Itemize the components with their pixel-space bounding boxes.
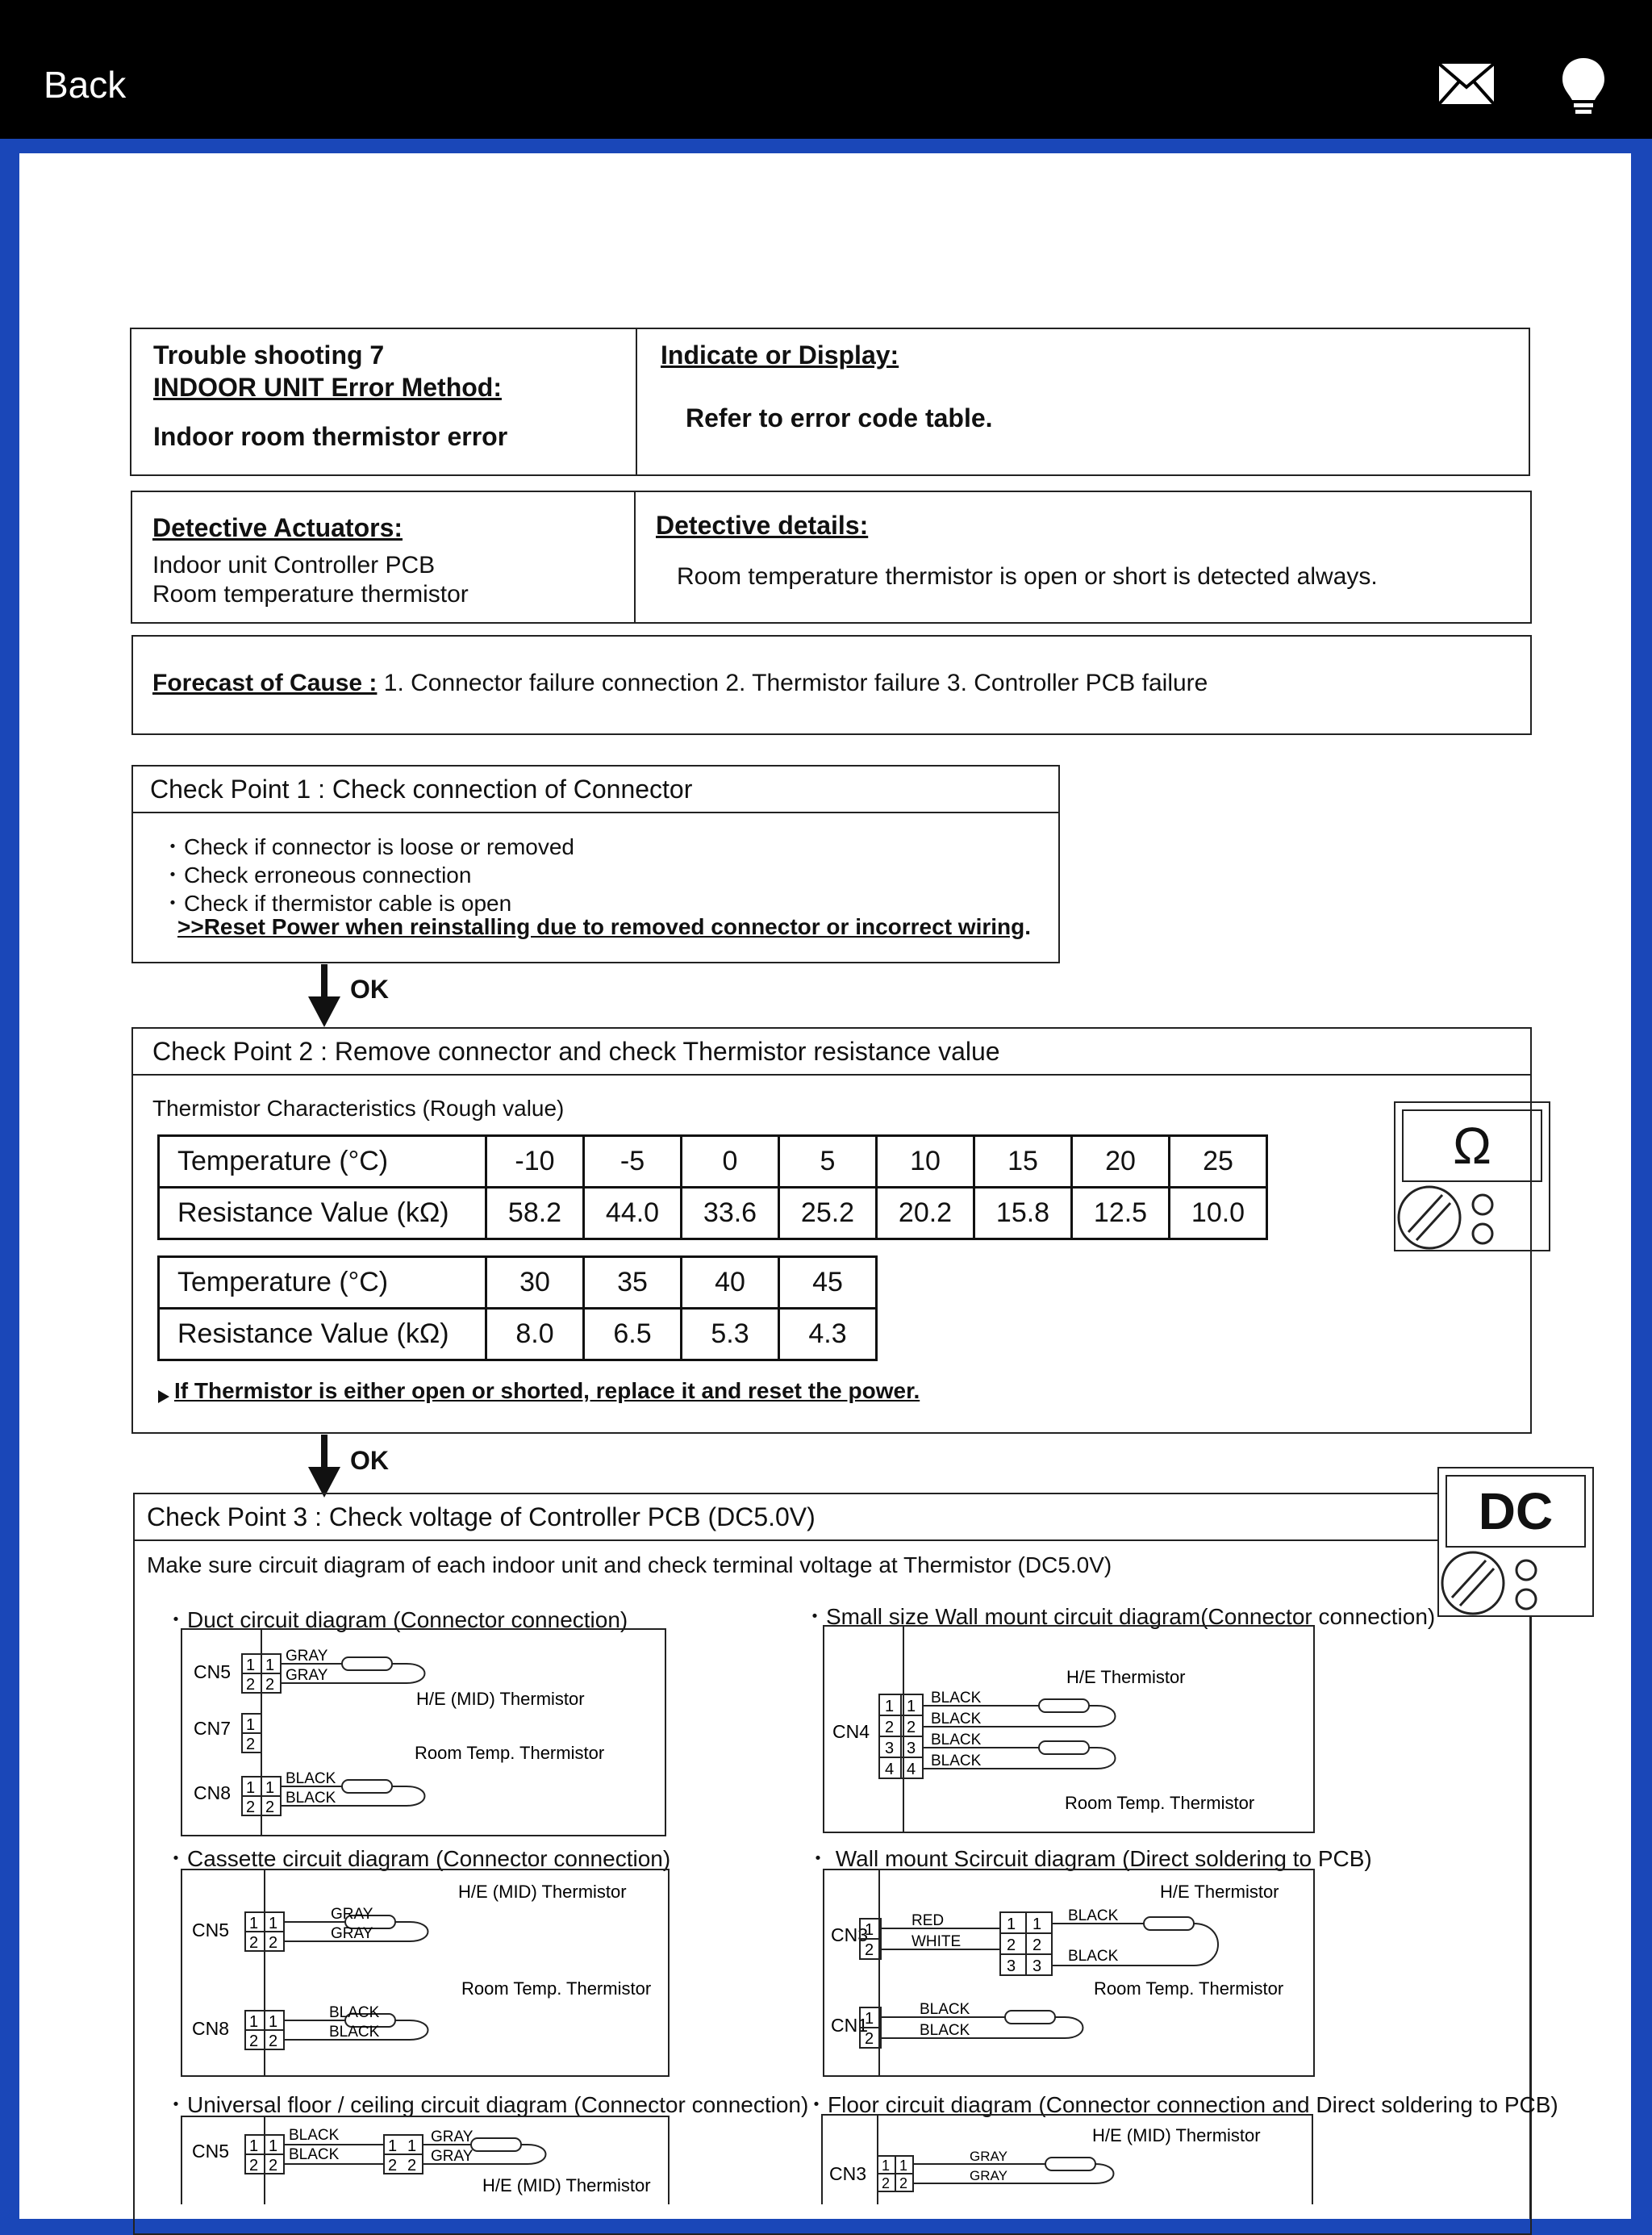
wall-diagram-title: ・ Wall mount Scircuit diagram (Direct soldering to PCB)	[807, 1846, 1372, 1871]
table-cell: 30	[486, 1257, 584, 1309]
pin-label: 1	[246, 1779, 256, 1797]
table-cell: 10	[877, 1136, 974, 1188]
cn8-label: CN8	[194, 1782, 232, 1803]
cn7-label: CN7	[194, 1718, 232, 1739]
indicate-text: Refer to error code table.	[686, 403, 993, 432]
table-cell: 6.5	[584, 1309, 682, 1360]
thermistor-label: Room Temp. Thermistor	[1065, 1793, 1255, 1813]
wire-label: BLACK	[289, 2146, 340, 2163]
thermistor-label: H/E (MID) Thermistor	[416, 1689, 585, 1709]
actuators-label: Detective Actuators:	[152, 513, 403, 542]
pin-label: 2	[407, 2157, 417, 2174]
ohmmeter-icon	[1394, 1101, 1550, 1251]
pin-label: 4	[907, 1761, 916, 1778]
cp2-subtitle: Thermistor Characteristics (Rough value)	[152, 1096, 565, 1121]
pin-label: 1	[249, 2013, 259, 2031]
table-cell: 5	[779, 1136, 877, 1188]
ok-label-1: OK	[350, 975, 389, 1004]
pin-label: 2	[388, 2157, 398, 2174]
wire-label: BLACK	[289, 2127, 340, 2144]
table-cell: 0	[682, 1136, 779, 1188]
details-label: Detective details:	[656, 511, 869, 540]
cp2-note: If Thermistor is either open or shorted, replace it and reset the power.	[174, 1378, 920, 1403]
table-cell: 45	[779, 1257, 877, 1309]
universal-diagram-title: ・Universal floor / ceiling circuit diagram (Connector connection)	[165, 2092, 809, 2117]
pin-label: 1	[407, 2137, 417, 2155]
table-cell: 25	[1170, 1136, 1267, 1188]
forecast-label: Forecast of Cause :	[152, 670, 378, 696]
pin-label: 2	[265, 1676, 275, 1694]
table-cell: 58.2	[486, 1188, 584, 1239]
table-cell: 25.2	[779, 1188, 877, 1239]
wire-label: GRAY	[431, 2148, 473, 2165]
table-cell: 20.2	[877, 1188, 974, 1239]
table-cell: 10.0	[1170, 1188, 1267, 1239]
cp1-item-3: ・Check if thermistor cable is open	[161, 891, 512, 916]
thermistor-table-2	[157, 1255, 878, 1361]
pin-label: 2	[269, 2157, 278, 2174]
mail-icon[interactable]	[1438, 63, 1495, 105]
pin-label: 2	[269, 1934, 278, 1952]
pin-label: 1	[899, 2158, 908, 2174]
wire-label: GRAY	[970, 2149, 1007, 2164]
universal-circuit-diagram	[181, 2116, 697, 2204]
pin-label: 2	[246, 1798, 256, 1816]
pin-label: 2	[246, 1676, 256, 1694]
pin-label: 2	[249, 2157, 259, 2174]
cn3-label: CN3	[831, 1924, 869, 1945]
table-cell: -10	[486, 1136, 584, 1188]
cp2-title: Check Point 2 : Remove connector and check Thermistor resistance value	[152, 1037, 1000, 1066]
pin-label: 2	[265, 1798, 275, 1816]
cn5-label: CN5	[194, 1661, 232, 1682]
wire-label: BLACK	[931, 1690, 982, 1707]
wire-label: BLACK	[931, 1711, 982, 1727]
cp2-title-divider	[131, 1074, 1532, 1076]
wall-circuit-diagram	[823, 1869, 1339, 2080]
pin-label: 1	[249, 2137, 259, 2155]
cp3-title-divider	[133, 1539, 1456, 1541]
pin-label: 2	[249, 2032, 259, 2050]
wire-label: BLACK	[931, 1752, 982, 1769]
ohm-display: Ω	[1402, 1109, 1542, 1182]
pin-label: 2	[269, 2032, 278, 2050]
cn8-label: CN8	[192, 2018, 230, 2039]
cn4-label: CN4	[832, 1721, 870, 1742]
pin-label: 1	[269, 2013, 278, 2031]
meter-dial-icon	[1439, 1549, 1592, 1617]
table-cell: 20	[1072, 1136, 1170, 1188]
pin-label: 2	[899, 2175, 908, 2191]
pin-label: 1	[865, 1921, 874, 1939]
table-cell: 33.6	[682, 1188, 779, 1239]
wire-label: GRAY	[286, 1667, 328, 1684]
actuator-1: Indoor unit Controller PCB	[152, 552, 436, 579]
pin-label: 1	[388, 2137, 398, 2155]
pin-label: 1	[249, 1915, 259, 1932]
thermistor-label: H/E (MID) Thermistor	[482, 2175, 651, 2195]
wall-small-circuit-diagram	[823, 1625, 1323, 1835]
pin-label: 1	[1032, 1915, 1042, 1933]
wire-label: GRAY	[286, 1648, 328, 1665]
table-cell: 15	[974, 1136, 1072, 1188]
pin-label: 2	[249, 1934, 259, 1952]
pin-label: 2	[865, 1941, 874, 1959]
pin-label: 1	[885, 1698, 895, 1715]
thermistor-label: H/E Thermistor	[1160, 1882, 1279, 1902]
table-cell: 4.3	[779, 1309, 877, 1360]
pin-label: 1	[269, 2137, 278, 2155]
floor-diagram-title: ・Floor circuit diagram (Connector connection and Direct soldering to PCB)	[805, 2092, 1558, 2117]
temp-label-cell: Temperature (°C)	[159, 1136, 486, 1188]
table-row	[159, 1257, 877, 1309]
thermistor-label: H/E (MID) Thermistor	[1092, 2125, 1261, 2145]
wire-label: BLACK	[920, 2022, 970, 2039]
wire-label: BLACK	[920, 2001, 970, 2018]
top-navigation-bar	[0, 0, 1652, 139]
wire-label: GRAY	[331, 1906, 373, 1923]
ok-arrow-2	[308, 1435, 340, 1499]
pin-label: 1	[246, 1656, 256, 1674]
pin-label: 2	[1007, 1936, 1016, 1954]
pin-label: 4	[885, 1761, 895, 1778]
pin-label: 1	[1007, 1915, 1016, 1933]
cp3-subtitle: Make sure circuit diagram of each indoor unit and check terminal voltage at Thermistor (DC5.0V)	[147, 1552, 1112, 1577]
thermistor-table-1	[157, 1134, 1268, 1240]
forecast-text: 1. Connector failure connection 2. Thermistor failure 3. Controller PCB failure	[377, 670, 1208, 696]
cp1-item-2: ・Check erroneous connection	[161, 863, 472, 888]
temp-label-cell: Temperature (°C)	[159, 1257, 486, 1309]
pin-label: 2	[246, 1736, 256, 1753]
cn1-label: CN1	[831, 2015, 869, 2036]
wire-label: WHITE	[912, 1933, 962, 1950]
actuator-2: Room temperature thermistor	[152, 581, 469, 608]
pin-label: 1	[246, 1716, 256, 1734]
pin-label: 3	[885, 1740, 895, 1757]
thermistor-label: Room Temp. Thermistor	[461, 1978, 652, 1999]
cn5-label: CN5	[192, 2141, 230, 2162]
pin-label: 1	[865, 2010, 874, 2028]
wire-label: BLACK	[329, 2004, 380, 2021]
error-name: Indoor room thermistor error	[153, 422, 508, 451]
lightbulb-icon[interactable]	[1561, 56, 1606, 118]
ok-label-2: OK	[350, 1446, 389, 1475]
duct-circuit-diagram	[181, 1628, 697, 1838]
cp3-title: Check Point 3 : Check voltage of Controller PCB (DC5.0V)	[147, 1502, 816, 1531]
wire-label: GRAY	[431, 2128, 473, 2145]
pin-label: 2	[882, 2175, 891, 2191]
wall-small-diagram-title: ・Small size Wall mount circuit diagram(Connector connection)	[803, 1604, 1436, 1629]
ok-arrow-1	[308, 964, 340, 1029]
method-label: INDOOR UNIT Error Method:	[153, 373, 502, 402]
back-button[interactable]: Back	[44, 64, 127, 106]
cp1-item-1: ・Check if connector is loose or removed	[161, 834, 574, 859]
pin-label: 3	[907, 1740, 916, 1757]
res-label-cell: Resistance Value (kΩ)	[159, 1188, 486, 1239]
floor-circuit-diagram	[821, 2114, 1337, 2204]
dc-display: DC	[1446, 1475, 1586, 1548]
wire-label: BLACK	[286, 1790, 336, 1807]
pin-label: 1	[265, 1656, 275, 1674]
wire-label: BLACK	[931, 1732, 982, 1748]
bullet-arrow-icon	[156, 1389, 171, 1405]
cn3-label: CN3	[829, 2163, 867, 2184]
thermistor-label: H/E Thermistor	[1066, 1667, 1186, 1687]
duct-diagram-title: ・Duct circuit diagram (Connector connection)	[165, 1607, 628, 1632]
wire-label: BLACK	[1068, 1907, 1119, 1924]
pin-label: 1	[265, 1779, 275, 1797]
pin-label: 1	[907, 1698, 916, 1715]
table-cell: 12.5	[1072, 1188, 1170, 1239]
dc-meter-icon	[1437, 1467, 1594, 1617]
pin-label: 2	[885, 1719, 895, 1736]
trouble-title: Trouble shooting 7	[153, 340, 385, 370]
meter-dial-icon	[1395, 1184, 1549, 1251]
table-cell: -5	[584, 1136, 682, 1188]
thermistor-label: H/E (MID) Thermistor	[458, 1882, 627, 1902]
table-cell: 44.0	[584, 1188, 682, 1239]
header-divider	[636, 328, 637, 476]
pin-label: 3	[1032, 1957, 1042, 1975]
wire-label: RED	[912, 1912, 945, 1929]
res-label-cell: Resistance Value (kΩ)	[159, 1309, 486, 1360]
document-page	[19, 153, 1631, 2219]
wire-label: GRAY	[331, 1925, 373, 1942]
cp1-note-end: .	[1024, 914, 1032, 939]
pin-label: 3	[1007, 1957, 1016, 1975]
dc-probe-line	[1529, 1617, 1532, 2219]
table-row	[159, 1309, 877, 1360]
wire-label: GRAY	[970, 2168, 1007, 2183]
thermistor-label: Room Temp. Thermistor	[415, 1743, 605, 1763]
pin-label: 1	[882, 2158, 891, 2174]
cp1-note-text: >>Reset Power when reinstalling due to removed connector or incorrect wiring	[177, 914, 1025, 939]
thermistor-label: Room Temp. Thermistor	[1094, 1978, 1284, 1999]
pin-label: 2	[865, 2030, 874, 2048]
cp1-title-divider	[131, 812, 1060, 813]
forecast-line	[152, 670, 1208, 697]
detective-divider	[634, 491, 636, 624]
cp1-note	[177, 914, 1031, 940]
cp1-title: Check Point 1 : Check connection of Connector	[150, 775, 693, 804]
wire-label: BLACK	[329, 2024, 380, 2041]
table-cell: 40	[682, 1257, 779, 1309]
indicate-label: Indicate or Display:	[661, 340, 899, 370]
table-cell: 8.0	[486, 1309, 584, 1360]
table-cell: 5.3	[682, 1309, 779, 1360]
table-cell: 15.8	[974, 1188, 1072, 1239]
wire-label: BLACK	[286, 1770, 336, 1787]
pin-label: 2	[907, 1719, 916, 1736]
details-text: Room temperature thermistor is open or short is detected always.	[677, 563, 1378, 590]
table-row	[159, 1136, 1267, 1188]
wire-label: BLACK	[1068, 1948, 1119, 1965]
cn5-label: CN5	[192, 1920, 230, 1940]
pin-label: 1	[269, 1915, 278, 1932]
cassette-circuit-diagram	[181, 1869, 697, 2080]
cassette-diagram-title: ・Cassette circuit diagram (Connector connection)	[165, 1846, 671, 1871]
pin-label: 2	[1032, 1936, 1042, 1954]
table-cell: 35	[584, 1257, 682, 1309]
table-row	[159, 1188, 1267, 1239]
